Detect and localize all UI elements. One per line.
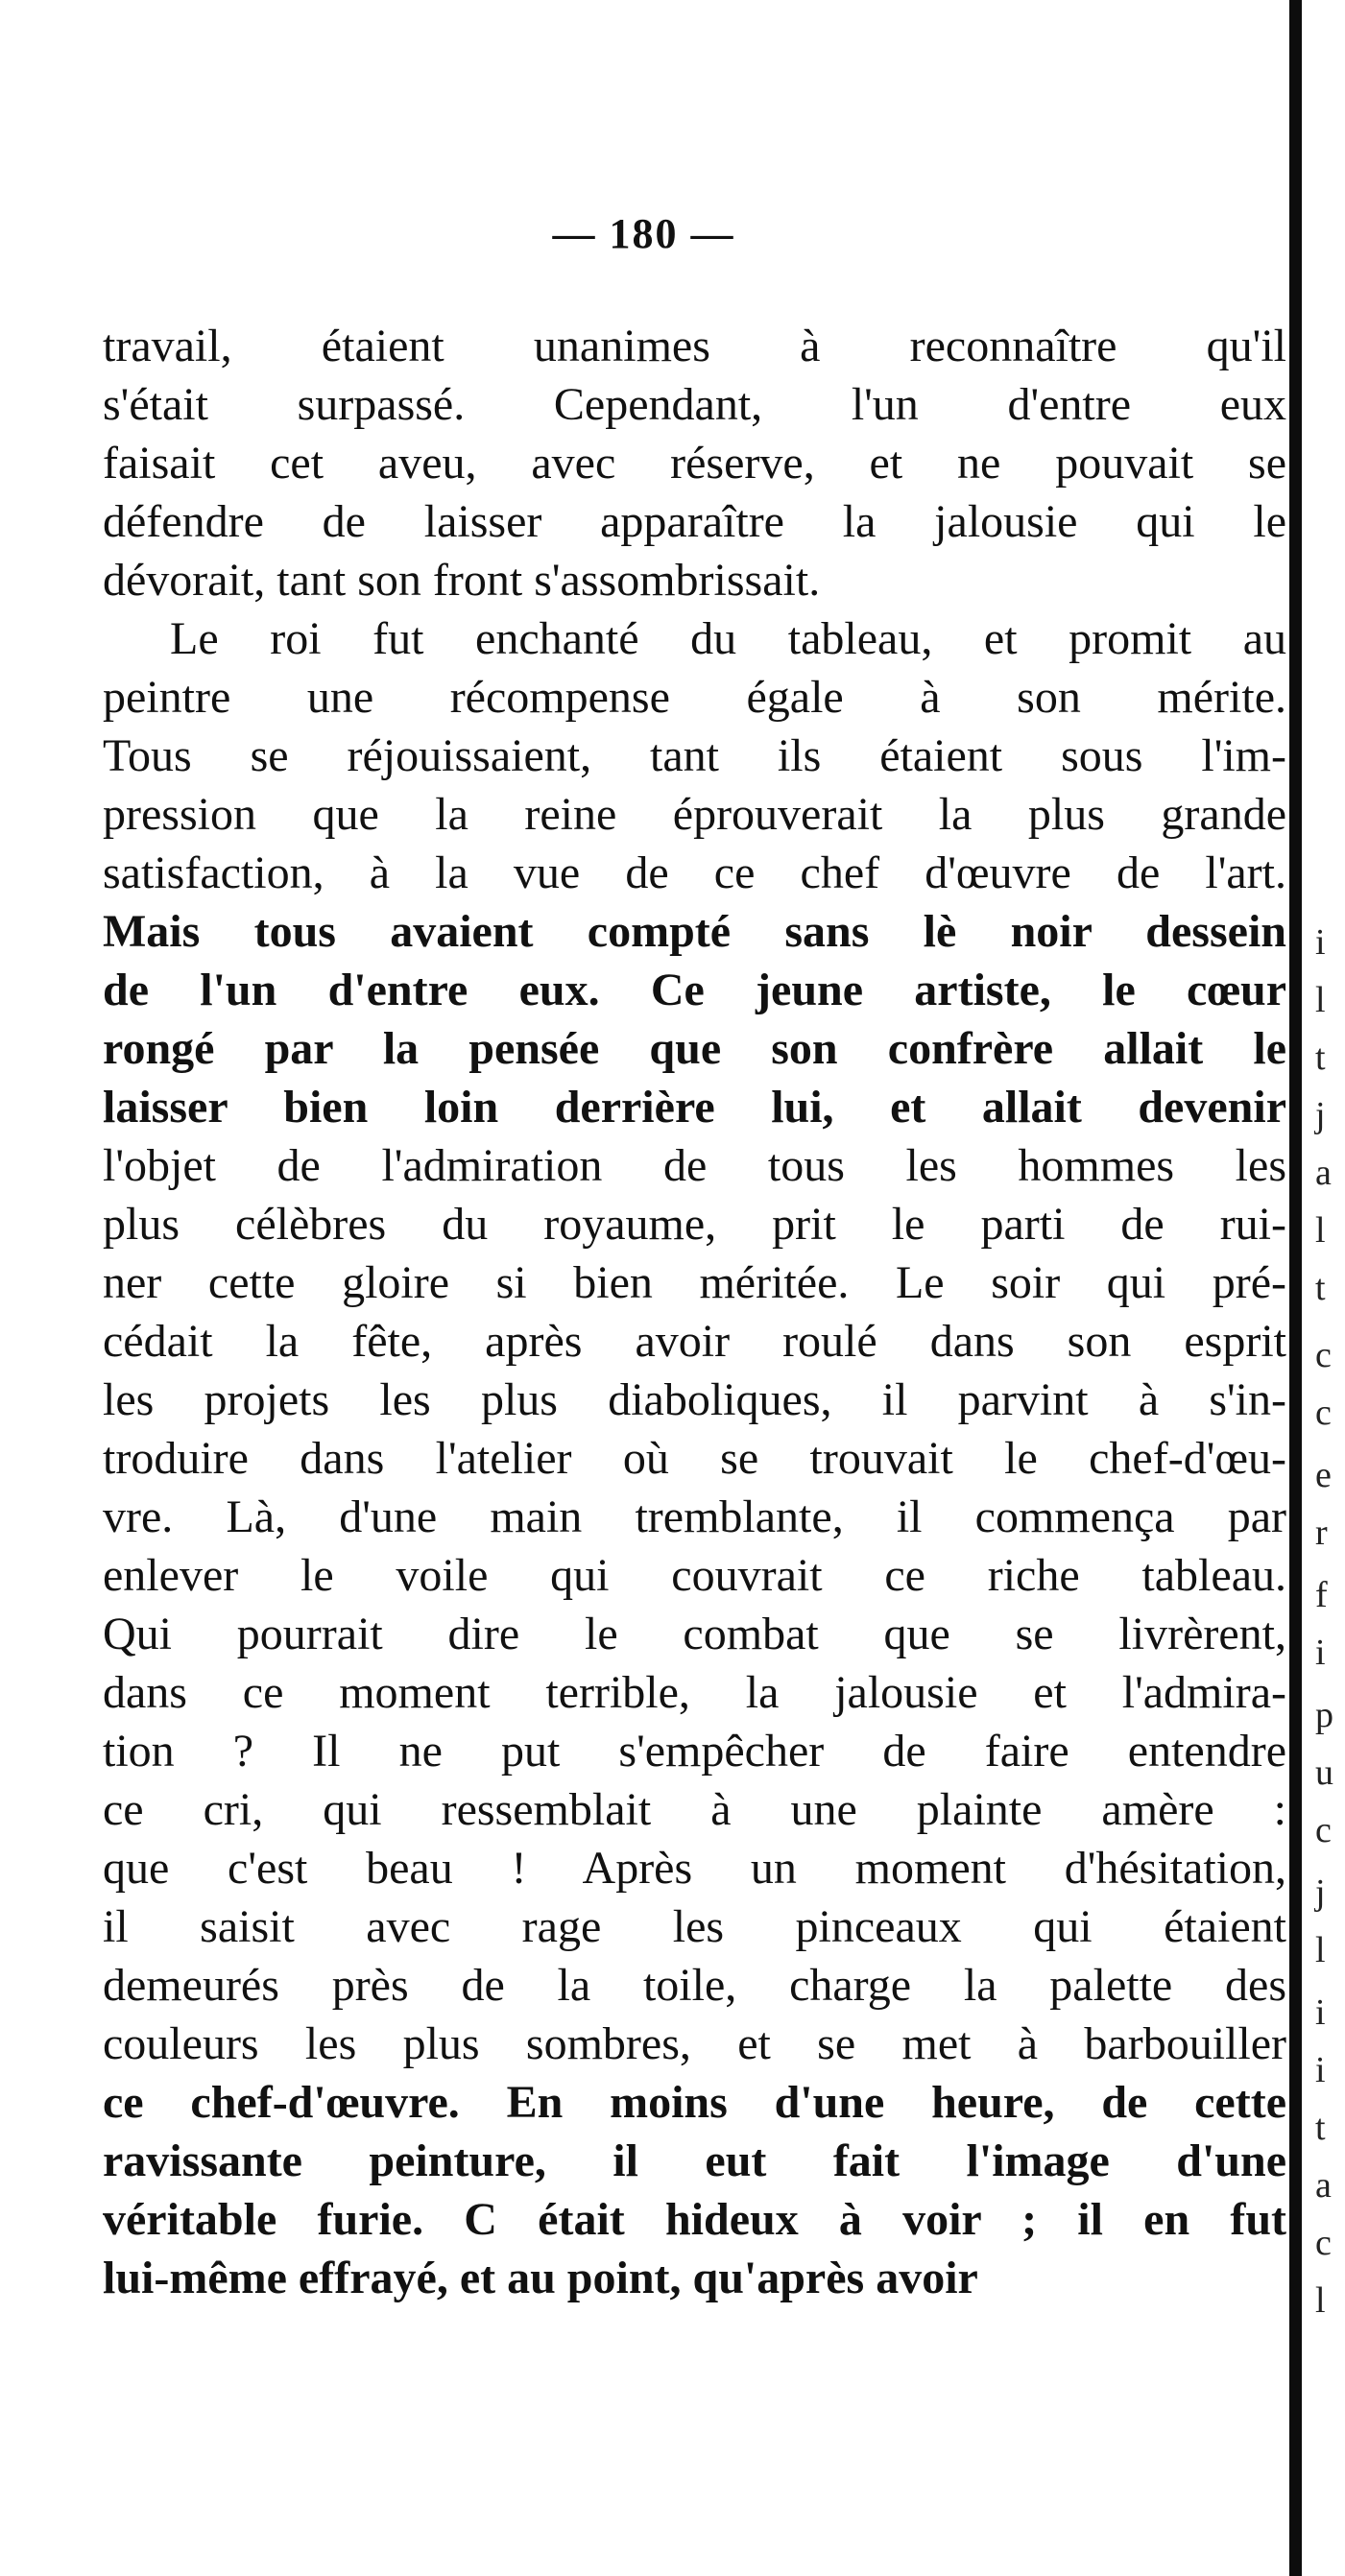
text-line: Le roi fut enchanté du tableau, et promit au [170,613,1286,664]
bleed-glyph: l [1315,1210,1326,1251]
text-line: couleurs les plus sombres, et se met à barbouiller [103,2018,1286,2069]
text-line: Qui pourrait dire le combat que se livrèrent, [103,1609,1286,1659]
text-line: ravissante peinture, il eut fait l'image d'une [103,2135,1286,2186]
bleed-glyph: i [1315,2050,1326,2090]
text-line: satisfaction, à la vue de ce chef d'œuvre de l'art. [103,847,1286,898]
text-line: laisser bien loin derrière lui, et allait devenir [103,1082,1286,1133]
bleed-glyph: r [1315,1513,1328,1553]
bleed-glyph: a [1315,2165,1332,2206]
text-line: Mais tous avaient compté sans lè noir dessein [103,906,1286,957]
text-line: rongé par la pensée que son confrère allait le [103,1023,1286,1074]
bleed-glyph: a [1315,1153,1332,1193]
bleed-glyph: t [1315,1268,1326,1308]
text-line: faisait cet aveu, avec réserve, et ne pouvait se [103,438,1286,489]
text-line: demeurés près de la toile, charge la palette des [103,1960,1286,2011]
text-line: ce chef-d'œuvre. En moins d'une heure, de cette [103,2077,1286,2128]
bleed-glyph: i [1315,1992,1326,2033]
text-line: ner cette gloire si bien méritée. Le soir qui pré- [103,1257,1286,1308]
body-text [103,317,1286,2307]
bleed-glyph: c [1315,2223,1332,2263]
text-line: vre. Là, d'une main tremblante, il commença par [103,1491,1286,1542]
bleed-glyph: l [1315,980,1326,1020]
text-line: véritable furie. C était hideux à voir ; il en fut [103,2194,1286,2245]
bleed-glyph: c [1315,1335,1332,1375]
bleed-glyph: i [1315,922,1326,963]
text-line: plus célèbres du royaume, prit le parti de rui- [103,1199,1286,1250]
text-line: travail, étaient unanimes à reconnaître qu'il [103,321,1286,371]
bleed-glyph: l [1315,1930,1326,1970]
text-line: Tous se réjouissaient, tant ils étaient sous l'im- [103,730,1286,781]
text-line: enlever le voile qui couvrait ce riche tableau. [103,1550,1286,1601]
bleed-glyph: p [1315,1695,1333,1735]
text-line: dévorait, tant son front s'assombrissait. [103,555,821,606]
page-number: — 180 — [552,210,735,257]
bleed-glyph: c [1315,1810,1332,1850]
text-line: tion ? Il ne put s'empêcher de faire entendre [103,1726,1286,1777]
bleed-glyph: t [1315,2108,1326,2148]
bleed-glyph: i [1315,1633,1326,1673]
bleed-glyph: l [1315,2280,1326,2321]
bleed-glyph: f [1315,1575,1328,1615]
adjacent-page-bleed [1313,0,1345,2576]
text-line: pression que la reine éprouverait la plus grande [103,789,1286,840]
bleed-glyph: t [1315,1038,1326,1078]
text-line: les projets les plus diaboliques, il parvint à s'in- [103,1374,1286,1425]
text-line: de l'un d'entre eux. Ce jeune artiste, le cœur [103,965,1286,1015]
text-line: lui-même effrayé, et au point, qu'après avoir [103,2253,978,2303]
bleed-glyph: c [1315,1393,1332,1433]
text-line: troduire dans l'atelier où se trouvait le chef-d'œu- [103,1433,1286,1484]
bleed-glyph: j [1315,1095,1326,1135]
text-line: défendre de laisser apparaître la jalousie qui le [103,496,1286,547]
bleed-glyph: j [1315,1872,1326,1913]
text-line: peintre une récompense égale à son mérite. [103,672,1286,723]
text-line: dans ce moment terrible, la jalousie et l'admira- [103,1667,1286,1718]
text-line: il saisit avec rage les pinceaux qui étaient [103,1901,1286,1952]
text-line: l'objet de l'admiration de tous les hommes les [103,1140,1286,1191]
text-line: cédait la fête, après avoir roulé dans son esprit [103,1316,1286,1367]
text-line: que c'est beau ! Après un moment d'hésitation, [103,1843,1286,1894]
bleed-glyph: u [1315,1753,1333,1793]
text-line: ce cri, qui ressemblait à une plainte amère : [103,1784,1286,1835]
text-line: s'était surpassé. Cependant, l'un d'entre eux [103,379,1286,430]
bleed-glyph: e [1315,1455,1332,1495]
page-edge-rule [1289,0,1302,2576]
